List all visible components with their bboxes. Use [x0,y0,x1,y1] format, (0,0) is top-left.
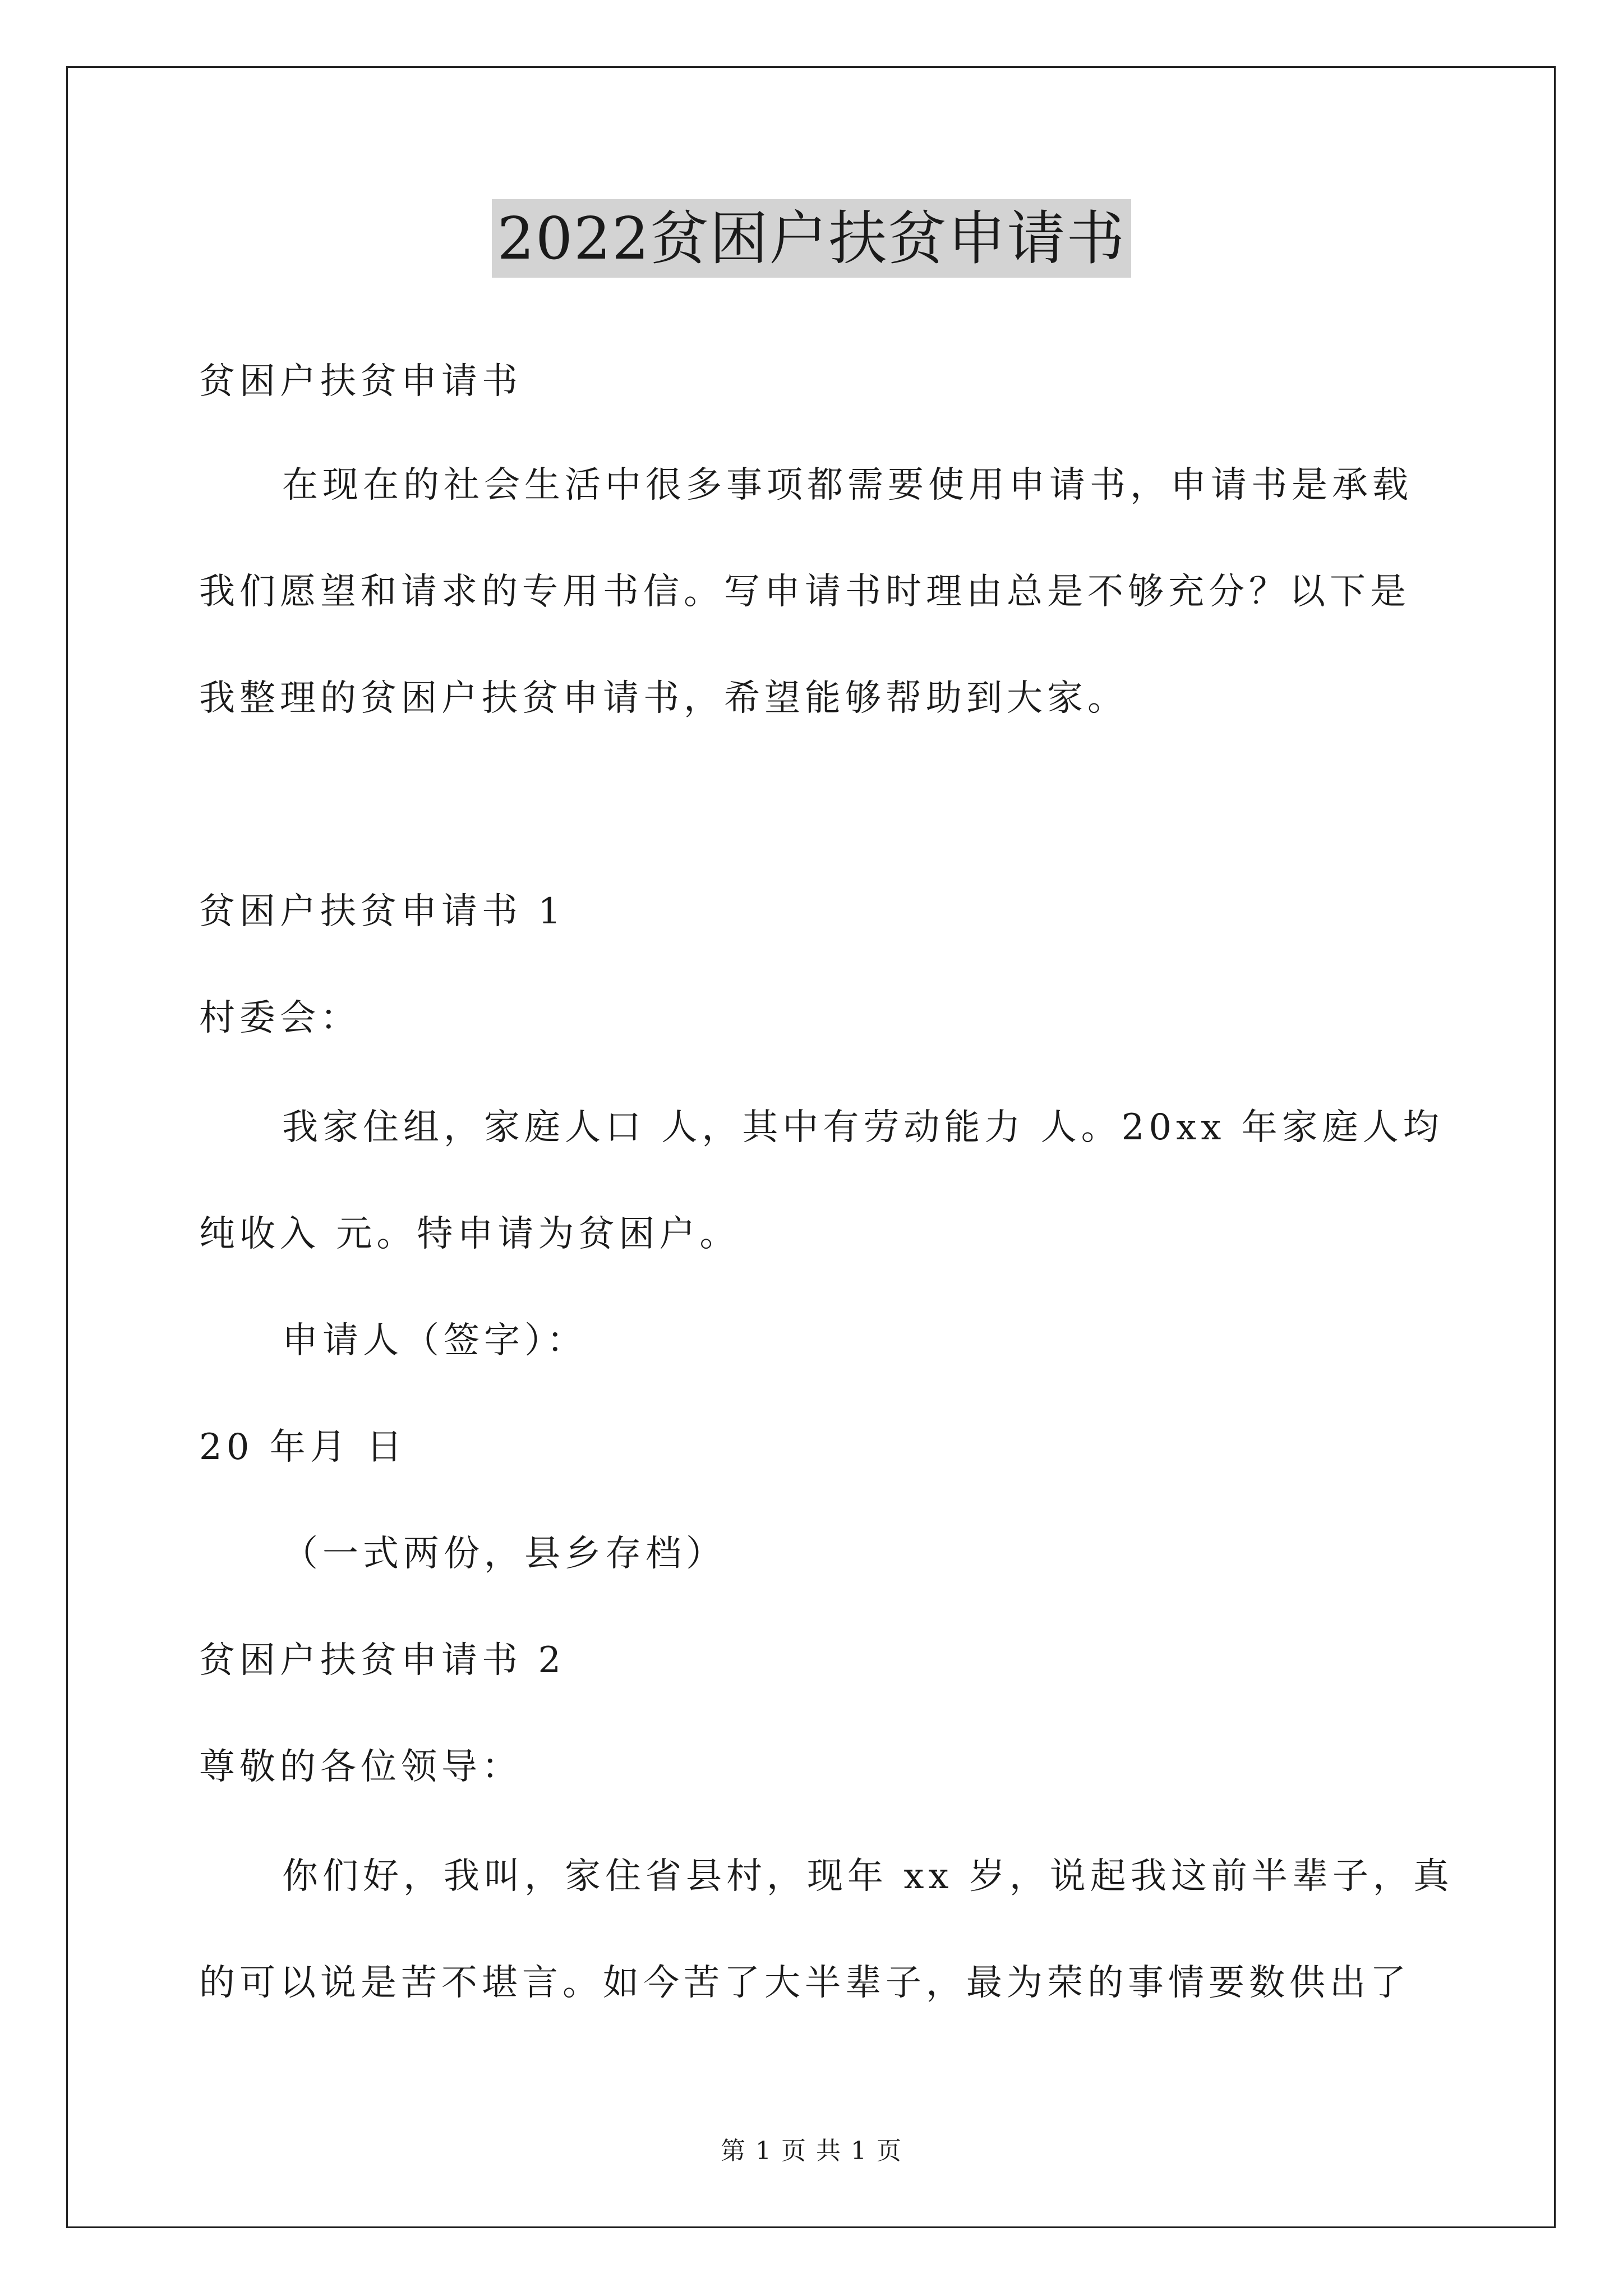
date-line: 20 年月 日 [199,1427,407,1468]
paragraph-line: 纯收入 元。特申请为贫困户。 [199,1213,740,1255]
title-container [0,199,1623,278]
salutation: 村委会： [199,997,361,1039]
signature-line: 申请人（签字）： [282,1320,587,1361]
paragraph-line: 在现在的社会生活中很多事项都需要使用申请书，申请书是承载 [282,464,1413,506]
salutation: 尊敬的各位领导： [199,1746,522,1788]
document-title: 2022贫困户扶贫申请书 [492,199,1132,278]
paragraph-line: 的可以说是苦不堪言。如今苦了大半辈子，最为荣的事情要数供出了 [199,1962,1410,2004]
paragraph-line: 我整理的贫困户扶贫申请书，希望能够帮助到大家。 [199,678,1128,719]
note-line: （一式两份，县乡存档） [282,1533,726,1575]
paragraph-line: 我们愿望和请求的专用书信。写申请书时理由总是不够充分？以下是 [199,571,1410,613]
subtitle-line: 贫困户扶贫申请书 [199,361,522,402]
section-heading: 贫困户扶贫申请书 1 [199,891,566,932]
paragraph-line: 我家住组，家庭人口 人，其中有劳动能力 人。20xx 年家庭人均 [282,1107,1444,1148]
paragraph-line: 你们好，我叫，家住省县村，现年 xx 岁，说起我这前半辈子，真 [282,1856,1454,1897]
section-heading: 贫困户扶贫申请书 2 [199,1640,566,1681]
page-footer: 第 1 页 共 1 页 [721,2137,902,2165]
